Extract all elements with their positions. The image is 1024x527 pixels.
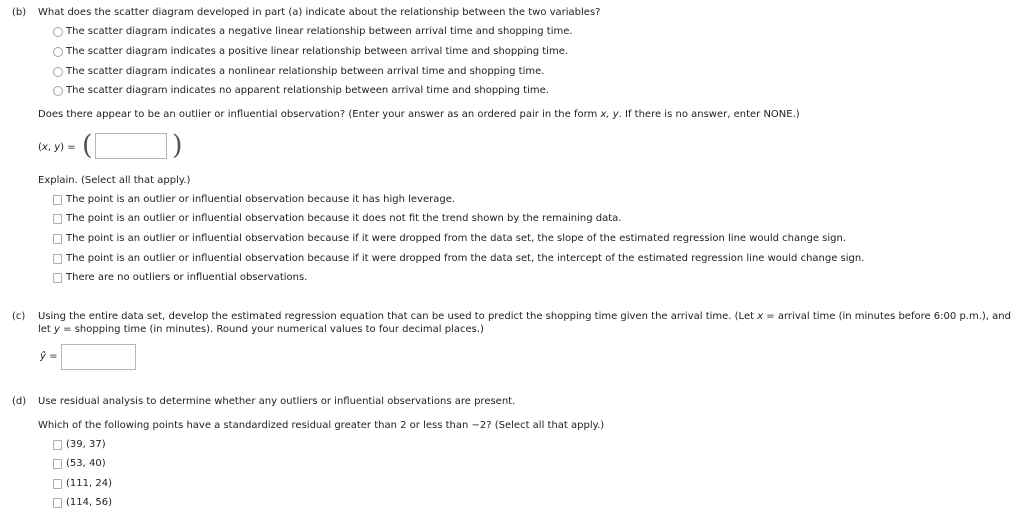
point-39-37: (39, 37) (66, 439, 106, 450)
yhat-label: ŷ = (40, 351, 58, 362)
part-c-line2: let y = shopping time (in minutes). Round your numerical values to four decimal places.) (38, 324, 484, 335)
point-111-24: (111, 24) (66, 478, 112, 489)
option-nonlinear: The scatter diagram indicates a nonlinear relationship between arrival time and shopping time. (66, 66, 545, 77)
checkbox-point-53-40[interactable] (53, 459, 62, 469)
checkbox-point-39-37[interactable] (53, 440, 62, 450)
radio-nonlinear[interactable] (53, 67, 63, 77)
checkbox-slope-change[interactable] (53, 234, 62, 244)
outlier-question: Does there appear to be an outlier or influential observation? (Enter your answer as an ordered pair in the form x, y. If there is no answer, enter NONE.) (38, 109, 800, 120)
point-114-56: (114, 56) (66, 497, 112, 508)
radio-no-relationship[interactable] (53, 86, 63, 96)
regression-equation-input[interactable] (61, 344, 136, 370)
open-parenthesis: ( (82, 130, 93, 161)
point-53-40: (53, 40) (66, 458, 106, 469)
xy-label: (x, y) = (38, 142, 76, 153)
checkbox-no-outliers[interactable] (53, 273, 62, 283)
explain-intercept-change: The point is an outlier or influential observation because if it were dropped from the data set, the intercept of the estimated regression line would change sign. (66, 253, 865, 264)
option-no-relationship: The scatter diagram indicates no apparent relationship between arrival time and shopping time. (66, 85, 549, 96)
checkbox-high-leverage[interactable] (53, 195, 62, 205)
checkbox-point-114-56[interactable] (53, 498, 62, 508)
radio-negative-linear[interactable] (53, 27, 63, 37)
checkbox-not-fit-trend[interactable] (53, 214, 62, 224)
option-positive-linear: The scatter diagram indicates a positive linear relationship between arrival time and shopping time. (66, 46, 569, 57)
explain-label: Explain. (Select all that apply.) (38, 175, 191, 186)
part-c-line1: Using the entire data set, develop the estimated regression equation that can be used to predict the shopping time given the arrival time. (Let x = arrival time (in minutes before 6:00 p.m.), and (38, 311, 1011, 322)
explain-high-leverage: The point is an outlier or influential observation because it has high leverage. (66, 194, 456, 205)
explain-slope-change: The point is an outlier or influential observation because if it were dropped from the data set, the slope of the estimated regression line would change sign. (66, 233, 847, 244)
radio-positive-linear[interactable] (53, 47, 63, 57)
part-c-label: (c) (12, 311, 26, 322)
part-d-instruction: Use residual analysis to determine whether any outliers or influential observations are present. (38, 396, 516, 407)
explain-no-outliers: There are no outliers or influential observations. (66, 272, 308, 283)
checkbox-point-111-24[interactable] (53, 479, 62, 489)
part-d-question: Which of the following points have a standardized residual greater than 2 or less than −2? (Select all that apply.) (38, 420, 605, 431)
part-b-question: What does the scatter diagram developed in part (a) indicate about the relationship between the two variables? (38, 7, 601, 18)
explain-not-fit-trend: The point is an outlier or influential observation because it does not fit the trend shown by the remaining data. (66, 213, 622, 224)
part-d-label: (d) (12, 396, 27, 407)
part-b-label: (b) (12, 7, 27, 18)
close-parenthesis: ) (172, 130, 183, 161)
checkbox-intercept-change[interactable] (53, 254, 62, 264)
xy-answer-input[interactable] (95, 133, 167, 159)
option-negative-linear: The scatter diagram indicates a negative linear relationship between arrival time and shopping time. (66, 26, 573, 37)
